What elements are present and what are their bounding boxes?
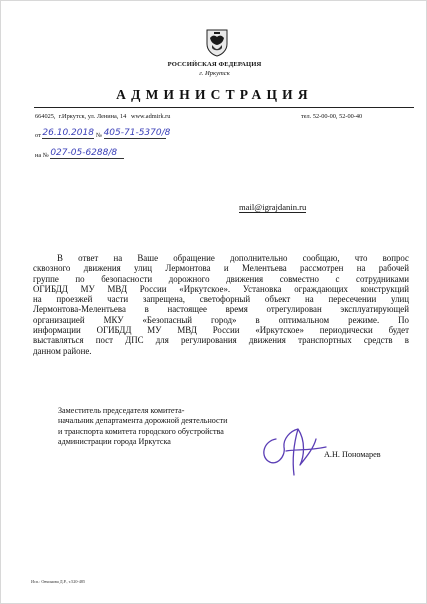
phone-numbers: тел. 52-00-00, 52-00-40 (301, 113, 363, 120)
body-line: данном районе. (33, 345, 92, 356)
letter-body (33, 253, 409, 356)
handwritten-date: 26.10.2018 (42, 128, 94, 138)
body-line: на проезжей части запрещена, светофорный объект на пересечении улиц (33, 294, 409, 305)
executor-note: Исп.: Овчинова Д.Р., т.520-485 (31, 579, 86, 584)
signatory-position (58, 406, 228, 448)
reference-number (35, 149, 124, 159)
position-line: и транспорта комитета городского обустройства (58, 426, 224, 436)
country-header: РОССИЙСКАЯ ФЕДЕРАЦИЯ (167, 61, 262, 68)
handwritten-reference: 027-05-6288/8 (50, 148, 118, 158)
city-header: г. Иркутск (199, 70, 230, 77)
date-prefix: от (35, 132, 41, 139)
recipient-email[interactable]: mail@igrajdanin.ru (239, 202, 307, 212)
registration-date-number (35, 128, 171, 139)
irkutsk-coat-of-arms-icon (205, 29, 229, 57)
position-line: Заместитель председателя комитета- (58, 406, 185, 415)
organization-title: АДМИНИСТРАЦИЯ (116, 87, 313, 102)
body-line: выставляться пост ДПС для регулирования движения транспортных средств в (33, 335, 409, 346)
body-line: Лермонтова-Мелентьева в настоящее время отрегулирован эксплуатирующей (33, 304, 409, 315)
position-line: администрации города Иркутска (58, 437, 171, 447)
signatory-name: А.Н. Пономарев (324, 450, 381, 459)
body-line: В ответ на Ваше обращение дополнительно сообщаю, что вопрос (57, 253, 409, 263)
ref-prefix: на № (35, 152, 49, 159)
body-line: сквозного движения улиц Лермонтова и Мелентьева рассмотрен на рабочей (33, 263, 409, 274)
position-line: начальник департамента дорожной деятельности (58, 416, 228, 426)
number-prefix: № (95, 132, 102, 139)
body-line: организацией МКУ «Безопасный город» в оптимальном режиме. По (33, 314, 409, 325)
handwritten-number: 405-71-5370/8 (103, 128, 171, 138)
body-line: информации ОГИБДД МУ МВД России «Иркутское» периодически будет (33, 325, 409, 336)
address-line: 664025, г.Иркутск, ул. Ленина, 14 www.admirk.ru (35, 113, 171, 120)
body-line: ОГИБДД МУ МВД России «Иркутское». Установка ограждающих конструкций (33, 283, 409, 294)
handwritten-signature (256, 421, 331, 481)
header-divider (34, 107, 414, 108)
body-line: группе по безопасности дорожного движения совместно с сотрудниками (33, 273, 409, 284)
